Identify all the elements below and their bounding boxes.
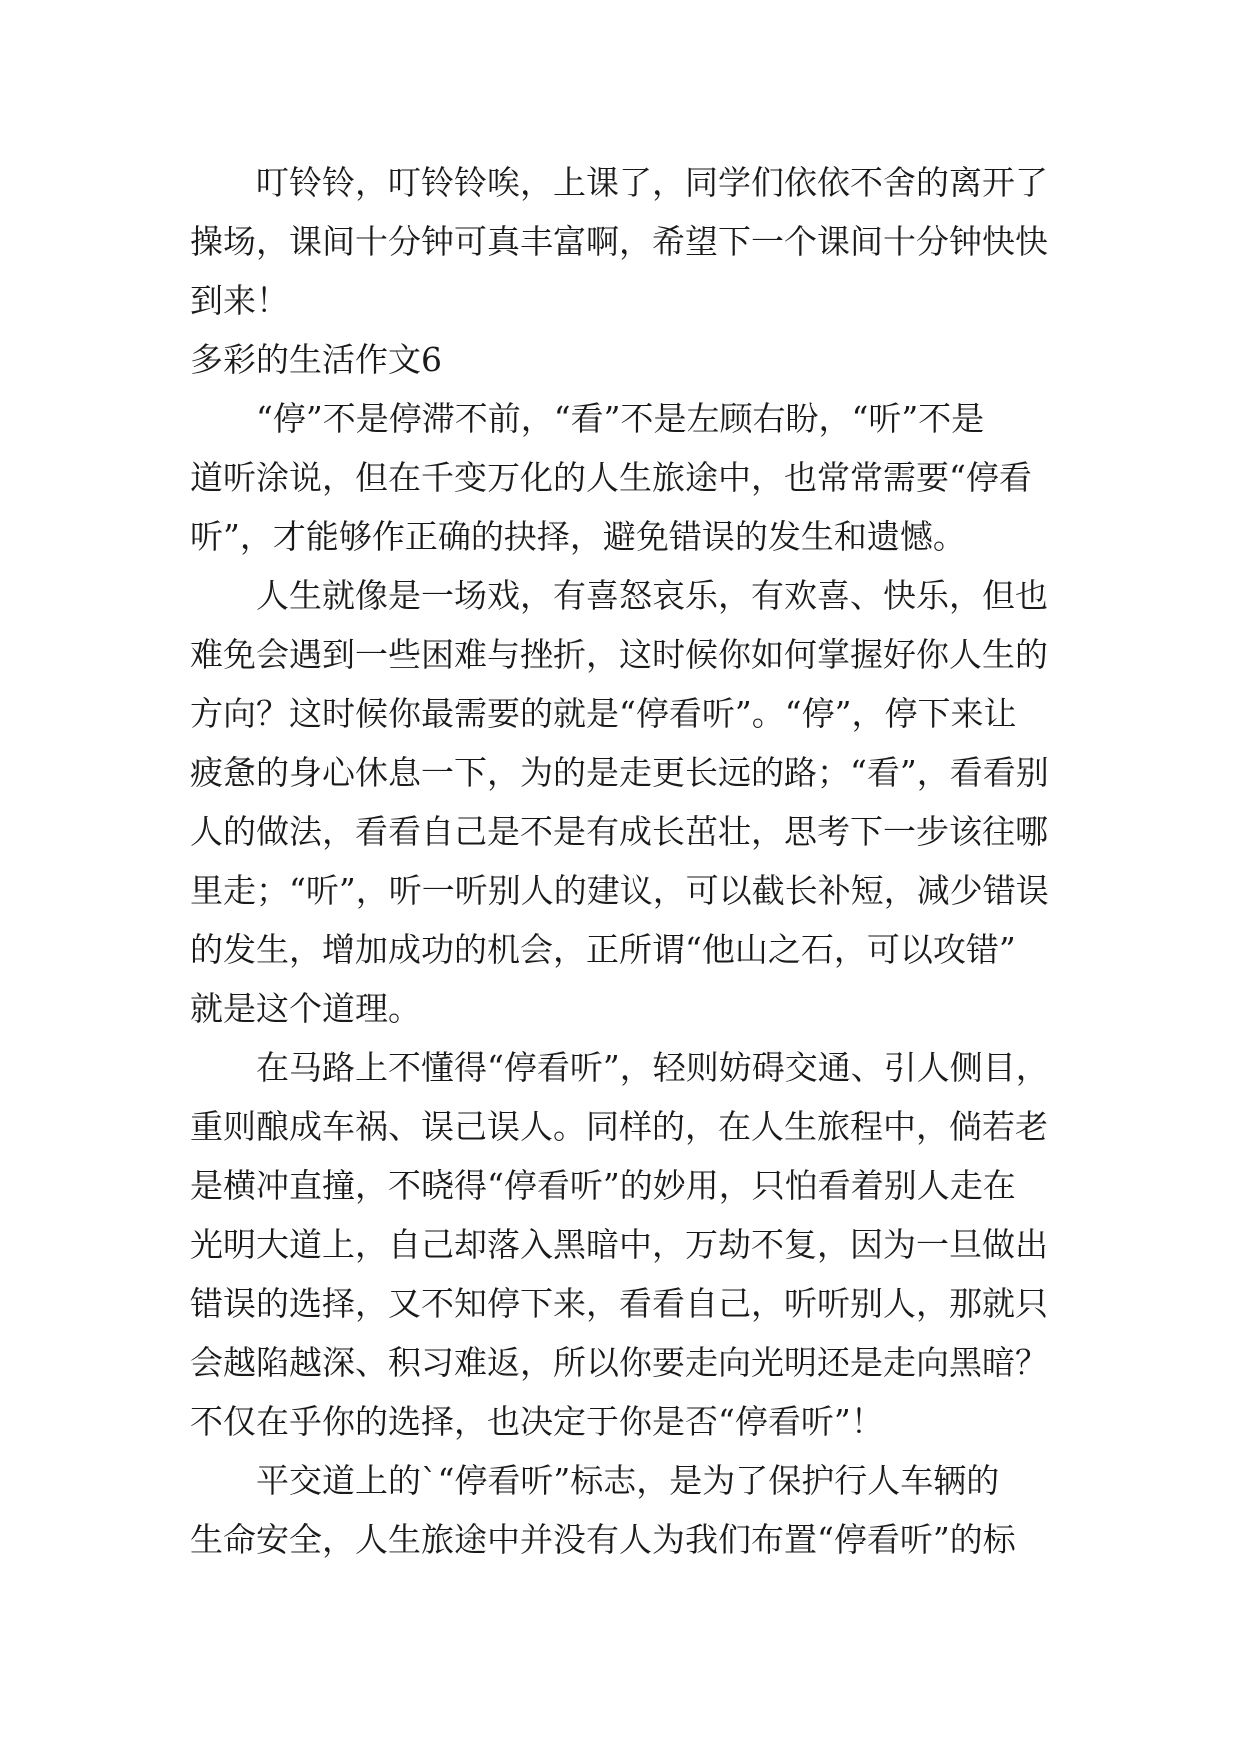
text-line: 重则酿成车祸、误己误人。同样的，在人生旅程中，倘若老: [190, 1107, 1048, 1146]
section-title: 多彩的生活作文6: [190, 340, 442, 379]
text-line: 不仅在乎你的选择，也决定于你是否“停看听”！: [190, 1402, 884, 1441]
text-line: 是横冲直撞，不晓得“停看听”的妙用，只怕看着别人走在: [190, 1166, 1016, 1205]
text-line: 里走；“听”，听一听别人的建议，可以截长补短，减少错误: [190, 871, 1049, 910]
text-line: 难免会遇到一些困难与挫折，这时候你如何掌握好你人生的: [190, 635, 1048, 674]
text-line: 人生就像是一场戏，有喜怒哀乐，有欢喜、快乐，但也: [190, 576, 1048, 615]
text-line: 方向？这时候你最需要的就是“停看听”。“停”，停下来让: [190, 694, 1017, 733]
text-line: 人的做法，看看自己是不是有成长茁壮，思考下一步该往哪: [190, 812, 1048, 851]
text-line: 生命安全，人生旅途中并没有人为我们布置“停看听”的标: [190, 1520, 1016, 1559]
text-line: 光明大道上，自己却落入黑暗中，万劫不复，因为一旦做出: [190, 1225, 1048, 1264]
text-line: 在马路上不懂得“停看听”，轻则妨碍交通、引人侧目，: [190, 1048, 1049, 1087]
text-line: 疲惫的身心休息一下，为的是走更长远的路；“看”，看看别: [190, 753, 1049, 792]
text-line: 就是这个道理。: [190, 989, 421, 1028]
text-line: 听”，才能够作正确的抉择，避免错误的发生和遗憾。: [190, 517, 966, 556]
text-line: 会越陷越深、积习难返，所以你要走向光明还是走向黑暗？: [190, 1343, 1048, 1382]
text-line: 到来！: [190, 281, 289, 320]
text-line: 平交道上的`“停看听”标志，是为了保护行人车辆的: [190, 1461, 1000, 1500]
text-line: 叮铃铃，叮铃铃唉，上课了，同学们依依不舍的离开了: [190, 163, 1048, 202]
text-line: “停”不是停滞不前，“看”不是左顾右盼，“听”不是: [190, 399, 985, 438]
text-line: 操场，课间十分钟可真丰富啊，希望下一个课间十分钟快快: [190, 222, 1048, 261]
text-line: 道听涂说，但在千变万化的人生旅途中，也常常需要“停看: [190, 458, 1032, 497]
text-line: 的发生，增加成功的机会，正所谓“他山之石，可以攻错”: [190, 930, 1016, 969]
text-line: 错误的选择，又不知停下来，看看自己，听听别人，那就只: [190, 1284, 1048, 1323]
